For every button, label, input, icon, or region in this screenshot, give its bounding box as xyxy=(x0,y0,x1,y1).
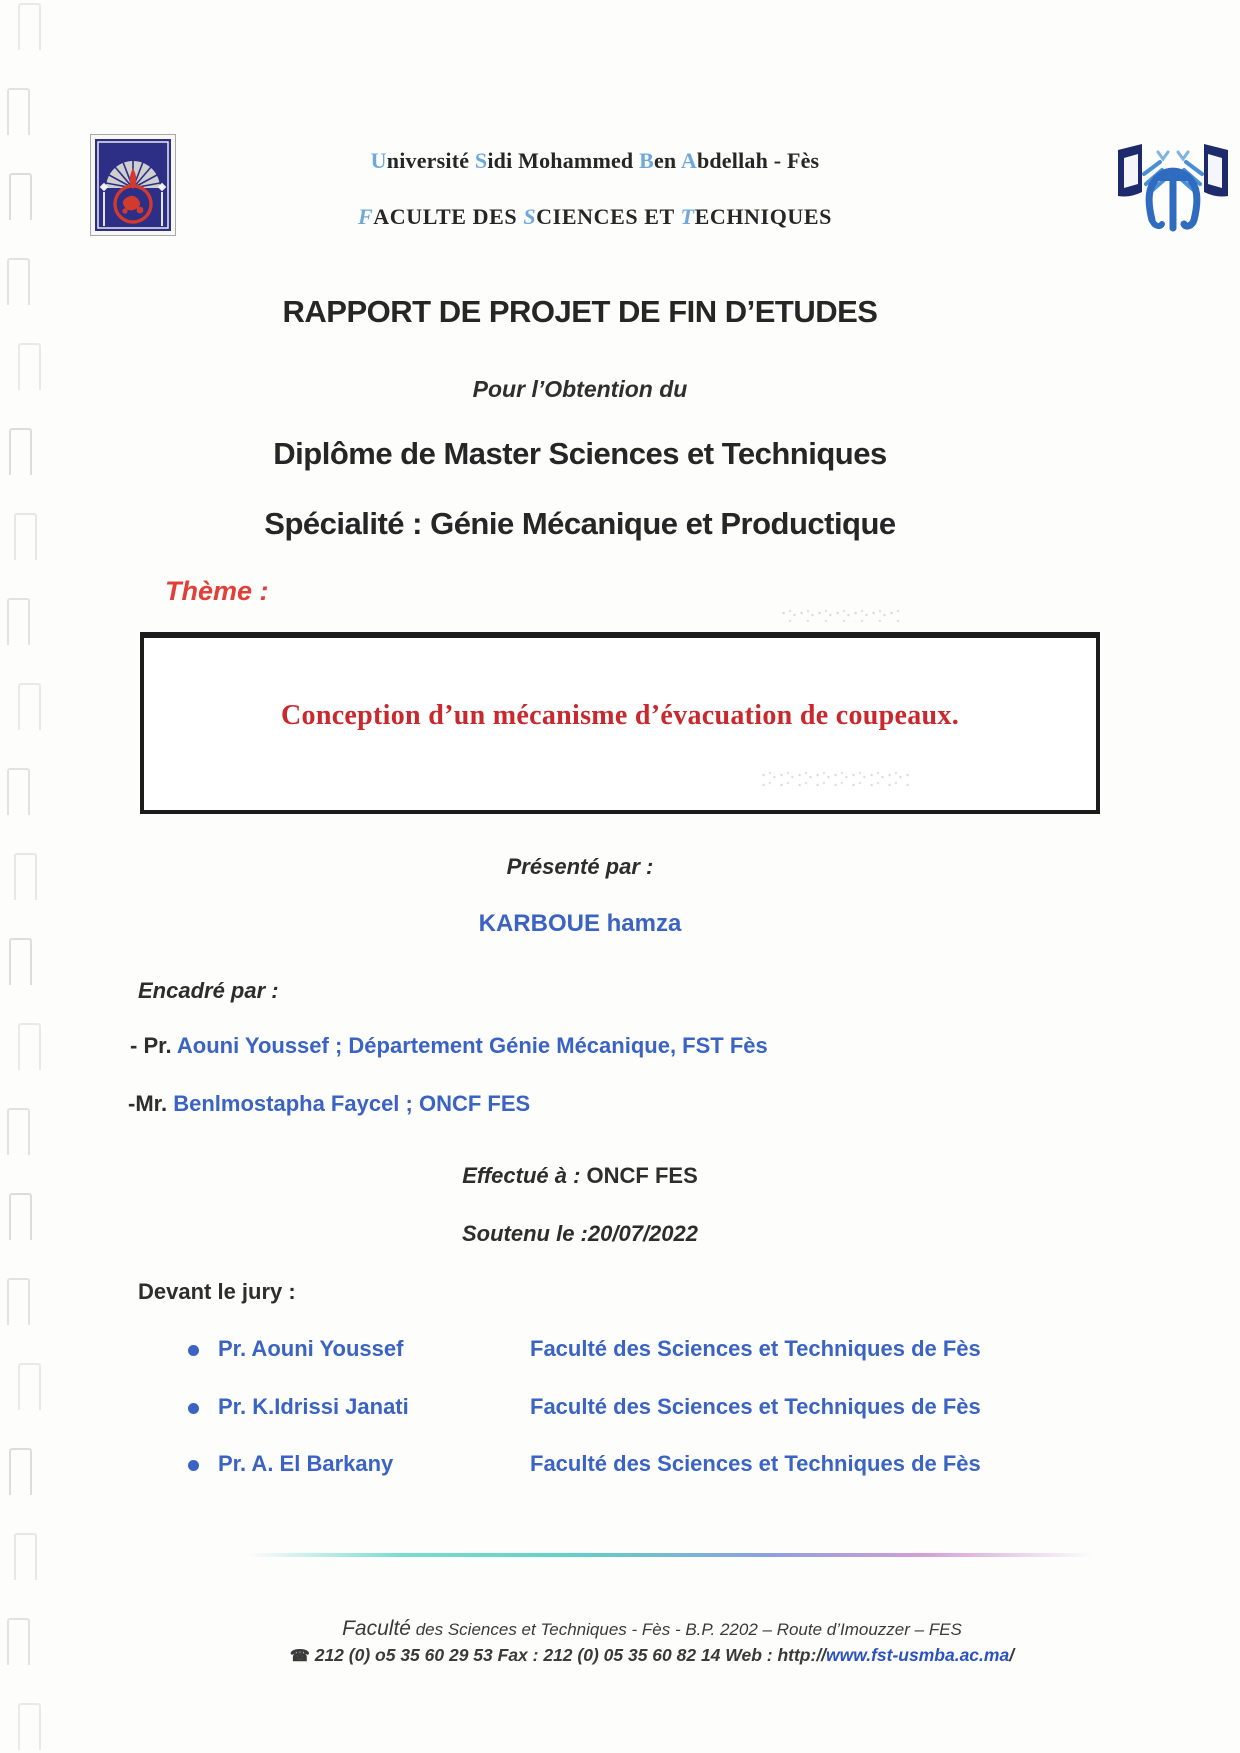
fst-logo-icon xyxy=(1114,140,1232,235)
binding-mark xyxy=(18,1023,41,1070)
scan-artifact xyxy=(780,608,900,622)
binding-mark xyxy=(18,683,41,730)
header-text-block xyxy=(185,148,1005,230)
binding-mark xyxy=(14,1533,37,1580)
student-name: KARBOUE hamza xyxy=(478,910,682,937)
binding-mark xyxy=(7,598,30,645)
binding-mark xyxy=(7,1108,30,1155)
jury-member-name: Pr. Aouni Youssef xyxy=(218,1336,404,1361)
binding-mark xyxy=(7,88,30,135)
supervisor-prefix: -Mr. xyxy=(128,1091,174,1116)
jury-member-affiliation: Faculté des Sciences et Techniques de Fès xyxy=(530,1451,981,1476)
jury-label: Devant le jury : xyxy=(138,1279,296,1304)
footer-address-rest: des Sciences et Techniques - Fès - B.P. 2202 – Route d’Imouzzer – FES xyxy=(410,1620,962,1639)
supervisor-name: Benlmostapha Faycel ; ONCF FES xyxy=(173,1091,531,1116)
theme-label: Thème : xyxy=(165,576,269,606)
binding-mark xyxy=(9,173,32,220)
defense-date-line: Soutenu le :20/07/2022 xyxy=(462,1221,698,1246)
jury-member-name: Pr. A. El Barkany xyxy=(218,1451,394,1476)
performed-at-label: Effectué à : xyxy=(462,1163,587,1188)
supervisor-row xyxy=(128,1091,530,1117)
footer-phone-fax-web: 212 (0) o5 35 60 29 53 Fax : 212 (0) 05 35 60 82 14 Web : http:// xyxy=(309,1645,827,1665)
usmba-logo-icon xyxy=(90,134,176,236)
faculty-name: FACULTE DES SCIENCES ET TECHNIQUES xyxy=(357,204,833,229)
binding-mark xyxy=(7,1278,30,1325)
binding-mark xyxy=(7,768,30,815)
binding-mark xyxy=(18,1703,41,1750)
jury-member-affiliation: Faculté des Sciences et Techniques de Fès xyxy=(530,1394,981,1419)
jury-row xyxy=(0,1336,1240,1366)
footer-url-trailing-slash: / xyxy=(1009,1645,1015,1665)
supervisor-name: Aouni Youssef ; Département Génie Mécanique, FST Fès xyxy=(176,1033,768,1058)
bullet-icon xyxy=(188,1345,199,1356)
performed-at-line xyxy=(20,1163,1140,1189)
diploma-title: Diplôme de Master Sciences et Techniques xyxy=(273,436,887,471)
scan-artifact xyxy=(760,770,910,786)
footer-contact-line xyxy=(64,1645,1240,1666)
footer-address-line xyxy=(64,1617,1240,1641)
binding-mark xyxy=(7,1618,30,1665)
footer-faculty-lead: Faculté xyxy=(342,1617,411,1640)
jury-row xyxy=(0,1394,1240,1424)
supervised-by-label: Encadré par : xyxy=(138,978,279,1003)
subtitle-for-obtaining: Pour l’Obtention du xyxy=(472,376,688,402)
speciality-title: Spécialité : Génie Mécanique et Productique xyxy=(264,506,896,541)
binding-mark xyxy=(18,3,41,50)
theme-box xyxy=(140,632,1100,814)
bullet-icon xyxy=(188,1460,199,1471)
performed-at-value: ONCF FES xyxy=(586,1163,698,1188)
footer-divider-gradient xyxy=(248,1553,1093,1557)
report-title: RAPPORT DE PROJET DE FIN D’ETUDES xyxy=(282,294,878,329)
supervisor-row xyxy=(130,1033,768,1059)
bullet-icon xyxy=(188,1403,199,1414)
jury-row xyxy=(0,1451,1240,1481)
supervisor-prefix: - Pr. xyxy=(130,1033,177,1058)
university-name: Université Sidi Mohammed Ben Abdellah - Fès xyxy=(370,148,820,173)
jury-member-affiliation: Faculté des Sciences et Techniques de Fès xyxy=(530,1336,981,1361)
presented-by-label: Présenté par : xyxy=(506,854,654,879)
binding-mark xyxy=(9,938,32,985)
theme-title: Conception d’un mécanisme d’évacuation de coupeaux. xyxy=(281,700,959,731)
phone-icon: ☎ xyxy=(289,1648,310,1665)
jury-member-name: Pr. K.Idrissi Janati xyxy=(218,1394,409,1419)
footer-website-link[interactable]: www.fst-usmba.ac.ma xyxy=(826,1645,1010,1665)
